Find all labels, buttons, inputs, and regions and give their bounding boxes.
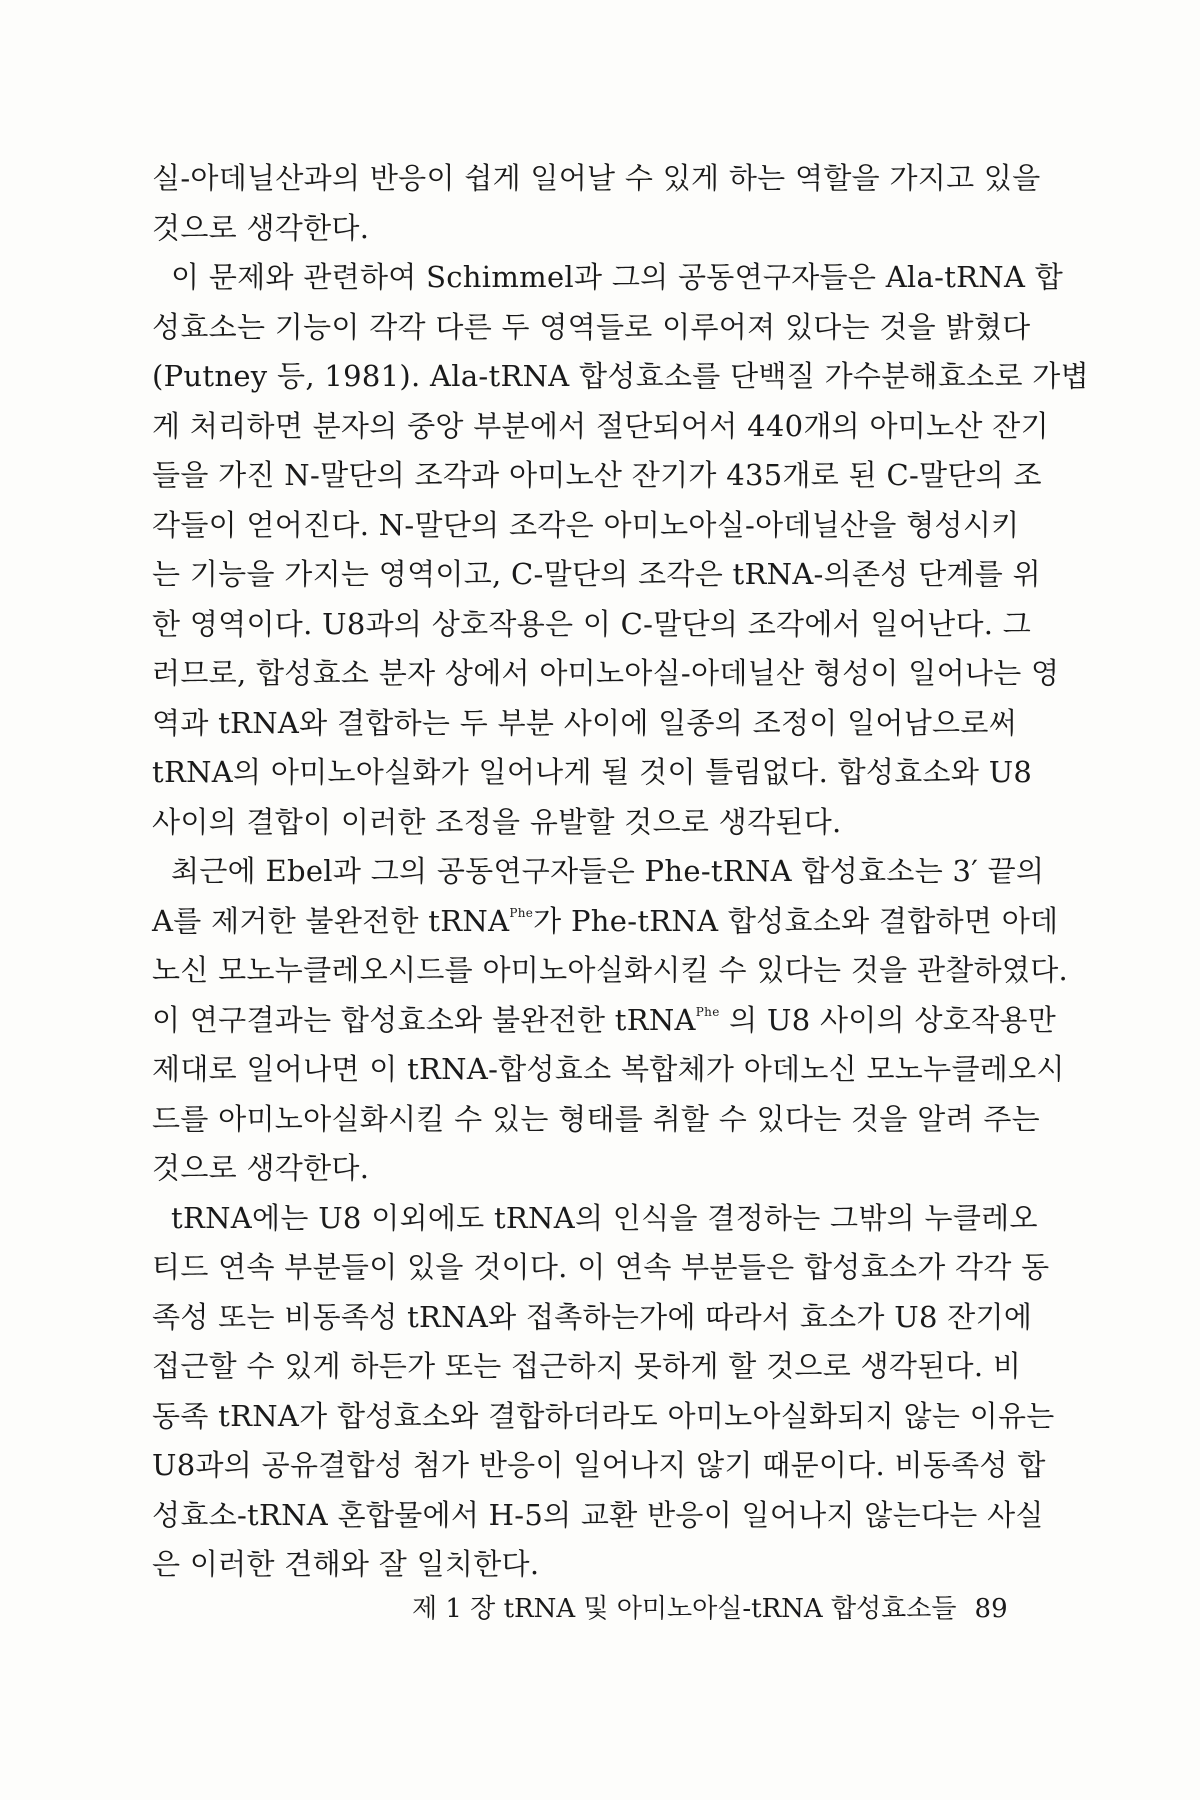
text-line: tRNA의 아미노아실화가 일어나게 될 것이 틀림없다. 합성효소와 U8 (152, 755, 1033, 789)
text-line: 역과 tRNA와 결합하는 두 부분 사이에 일종의 조정이 일어남으로써 (152, 705, 1018, 740)
text-line: 노신 모노누클레오시드를 아미노아실화시킬 수 있다는 것을 관찰하였다. (152, 953, 1069, 987)
text-line: 는 기능을 가지는 영역이고, C-말단의 조각은 tRNA-의존성 단계를 위 (152, 557, 1041, 591)
text-line-with-superscript (152, 897, 1059, 947)
line-head: A를 제거한 불완전한 tRNA (152, 903, 510, 938)
text-line: 성효소-tRNA 혼합물에서 H-5의 교환 반응이 일어나지 않는다는 사실 (152, 1497, 1044, 1532)
body-text (152, 154, 1089, 1590)
text-line: 한 영역이다. U8과의 상호작용은 이 C-말단의 조각에서 일어난다. 그 (152, 606, 1032, 641)
text-line: 제대로 일어나면 이 tRNA-합성효소 복합체가 아데노신 모노누클레오시 (152, 1052, 1065, 1086)
text-line: 이 문제와 관련하여 Schimmel과 그의 공동연구자들은 Ala-tRNA 합 (152, 260, 1064, 294)
line-tail: 가 Phe-tRNA 합성효소와 결합하면 아데 (533, 903, 1059, 938)
running-footer (412, 1591, 1012, 1627)
text-line: 동족 tRNA가 합성효소와 결합하더라도 아미노아실화되지 않는 이유는 (152, 1398, 1055, 1433)
text-line: 것으로 생각한다. (152, 210, 370, 245)
text-line: 족성 또는 비동족성 tRNA와 접촉하는가에 따라서 효소가 U8 잔기에 (152, 1299, 1033, 1334)
text-line: 접근할 수 있게 하든가 또는 접근하지 못하게 할 것으로 생각된다. 비 (152, 1349, 1022, 1383)
text-line: 성효소는 기능이 각각 다른 두 영역들로 이루어져 있다는 것을 밝혔다 (152, 309, 1031, 344)
text-line: tRNA에는 U8 이외에도 tRNA의 인식을 결정하는 그밖의 누클레오 (152, 1200, 1038, 1235)
text-line: 게 처리하면 분자의 중앙 부분에서 절단되어서 440개의 아미노산 잔기 (152, 408, 1049, 443)
text-line: (Putney 등, 1981). Ala-tRNA 합성효소를 단백질 가수분해효소로 가볍 (152, 359, 1089, 393)
page-number: 89 (974, 1594, 1008, 1624)
text-line: 실-아데닐산과의 반응이 쉽게 일어날 수 있게 하는 역할을 가지고 있을 (152, 161, 1041, 195)
chapter-title: 제 1 장 tRNA 및 아미노아실-tRNA 합성효소들 (412, 1594, 957, 1624)
text-line: 사이의 결합이 이러한 조정을 유발할 것으로 생각된다. (152, 804, 842, 839)
phe-superscript: Phe (695, 1004, 720, 1019)
text-line: 티드 연속 부분들이 있을 것이다. 이 연속 부분들은 합성효소가 각각 동 (152, 1250, 1050, 1284)
text-line: 들을 가진 N-말단의 조각과 아미노산 잔기가 435개로 된 C-말단의 조 (152, 458, 1042, 492)
line-head: 이 연구결과는 합성효소와 불완전한 tRNA (152, 1002, 696, 1037)
text-line: 각들이 얻어진다. N-말단의 조각은 아미노아실-아데닐산을 형성시키 (152, 507, 1020, 542)
line-tail: 의 U8 사이의 상호작용만 (729, 1002, 1057, 1037)
text-line: 러므로, 합성효소 분자 상에서 아미노아실-아데닐산 형성이 일어나는 영 (152, 656, 1060, 690)
text-line: 은 이러한 견해와 잘 일치한다. (152, 1547, 540, 1581)
phe-superscript: Phe (509, 905, 534, 920)
text-line: U8과의 공유결합성 첨가 반응이 일어나지 않기 때문이다. 비동족성 합 (152, 1448, 1046, 1482)
text-line-with-superscript (152, 996, 1057, 1046)
text-line: 최근에 Ebel과 그의 공동연구자들은 Phe-tRNA 합성효소는 3′ 끝의 (152, 854, 1045, 888)
text-line: 드를 아미노아실화시킬 수 있는 형태를 취할 수 있다는 것을 알려 주는 (152, 1101, 1040, 1136)
text-line: 것으로 생각한다. (152, 1151, 370, 1185)
